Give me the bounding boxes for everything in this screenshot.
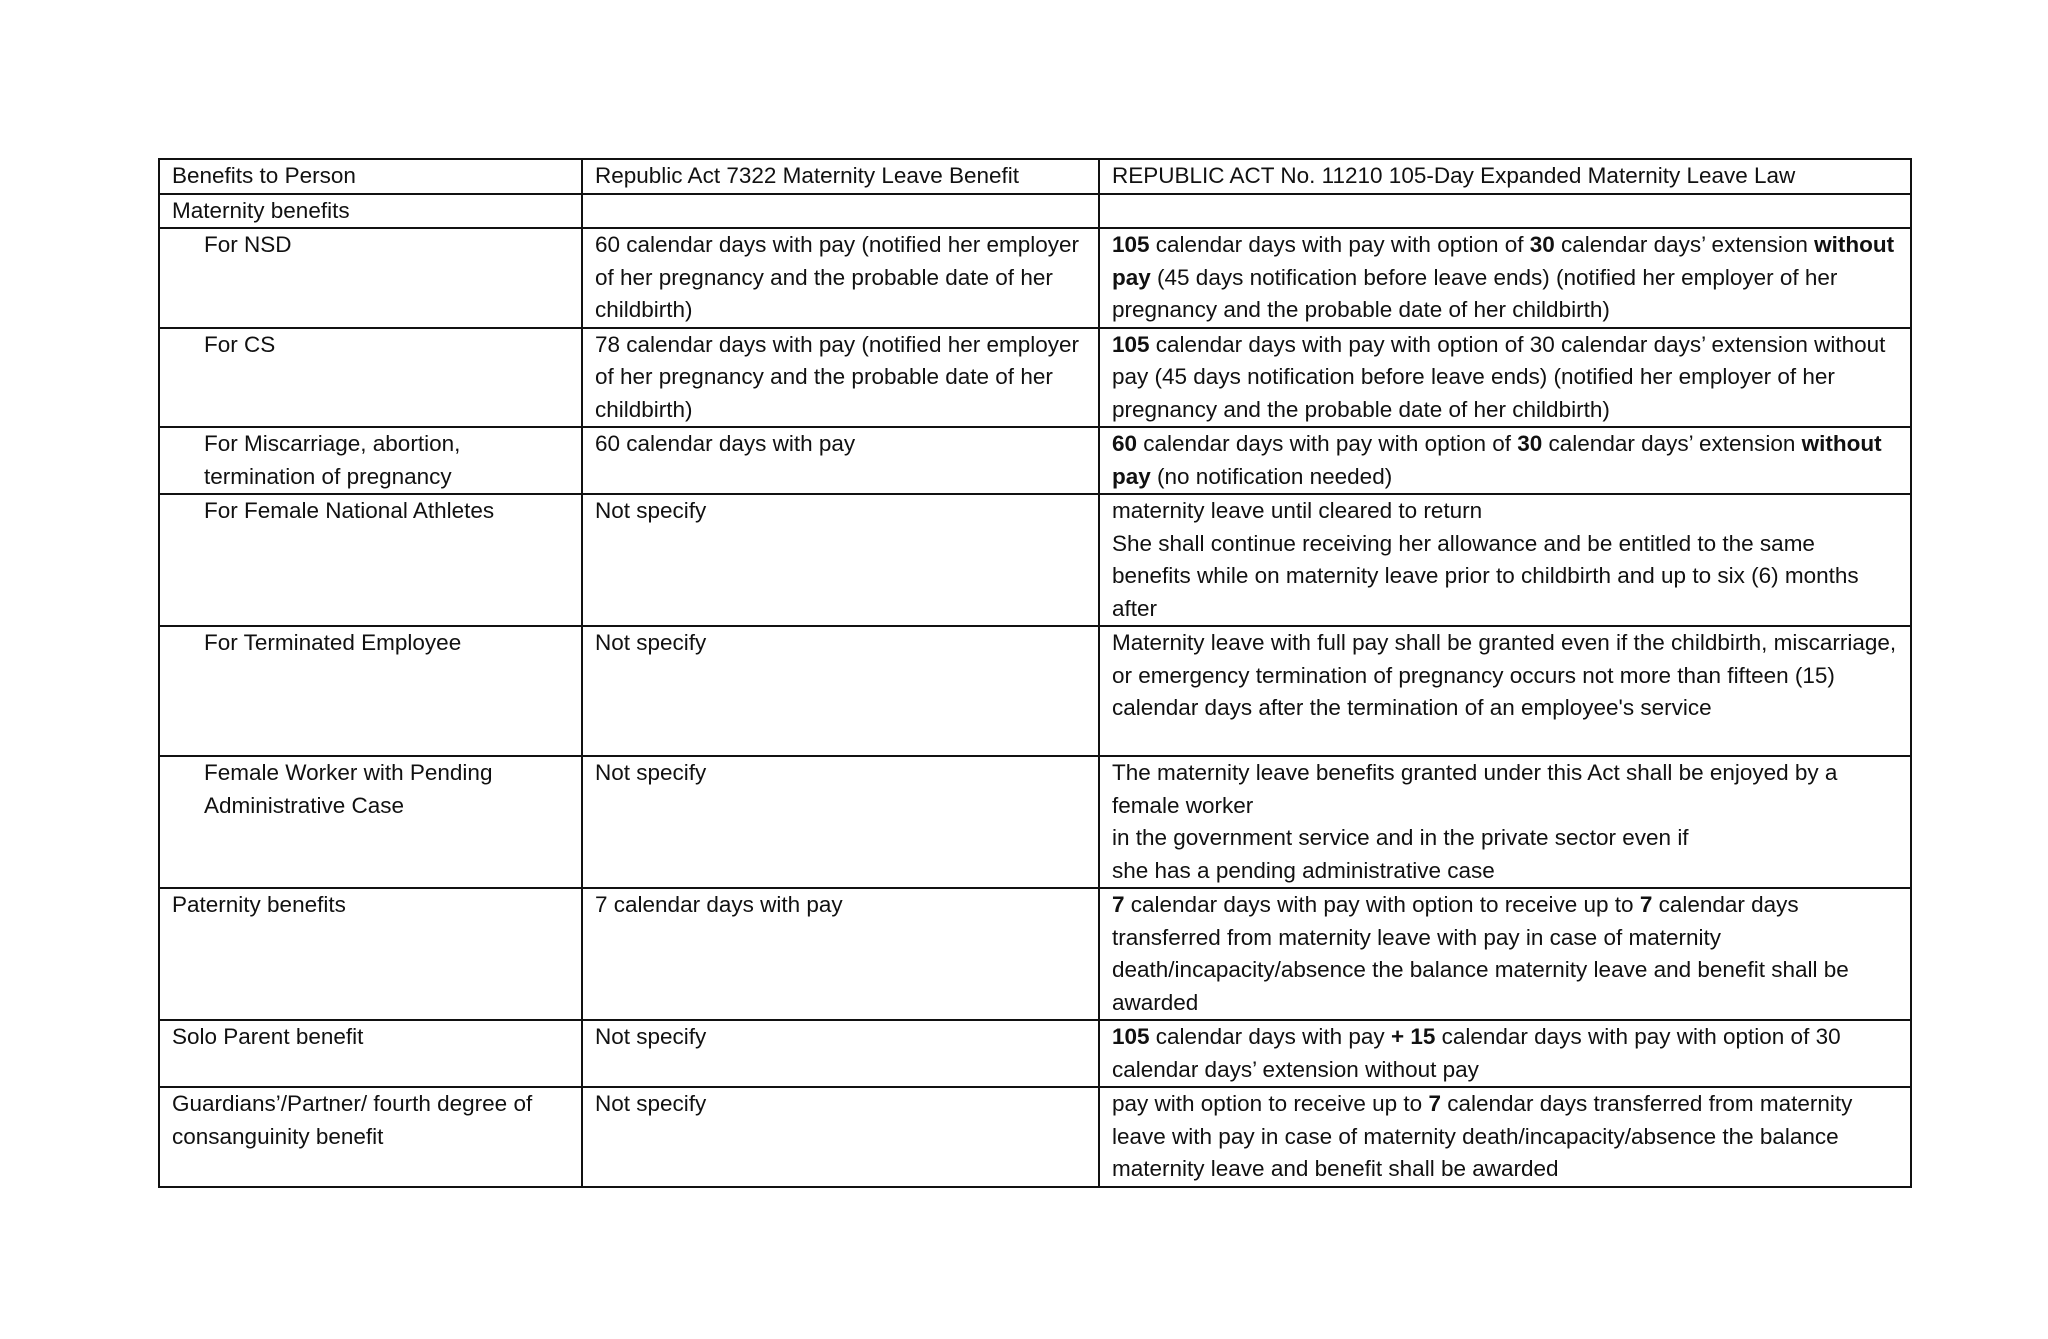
bold-text: 7 [1639, 892, 1653, 917]
benefit-cell: Female Worker with Pending Administrative Case [159, 756, 582, 888]
benefit-cell: For Miscarriage, abortion, termination of pregnancy [159, 427, 582, 494]
ra7322-cell: 60 calendar days with pay [582, 427, 1099, 494]
ra11210-cell: maternity leave until cleared to return She shall continue receiving her allowance and be entitled to the same benefits while on maternity leave prior to childbirth and up to six (6) months after [1099, 494, 1911, 626]
ra11210-cell [1099, 888, 1911, 1020]
ra11210-cell [1099, 427, 1911, 494]
empty-cell [1099, 194, 1911, 229]
benefit-cell: For Female National Athletes [159, 494, 582, 626]
benefit-cell: Guardians’/Partner/ fourth degree of consanguinity benefit [159, 1087, 582, 1187]
section-row-maternity [159, 194, 1911, 229]
bold-text: 105 [1112, 331, 1150, 357]
section-label: Maternity benefits [159, 194, 582, 229]
bold-text: 7 [1428, 1091, 1441, 1116]
ra7322-cell: 78 calendar days with pay (notified her employer of her pregnancy and the probable date of her childbirth) [582, 328, 1099, 428]
benefit-cell: For Terminated Employee [159, 626, 582, 756]
table-row [159, 328, 1911, 428]
bold-text: without pay [1112, 232, 1895, 290]
text-span: (no notification needed) [1150, 463, 1393, 489]
text-span: calendar days’ extension [1554, 232, 1815, 257]
bold-text: 30 [1517, 431, 1543, 456]
ra7322-cell: 60 calendar days with pay (notified her employer of her pregnancy and the probable date of her childbirth) [582, 228, 1099, 328]
text-span: calendar days’ extension [1542, 431, 1802, 456]
text-span: calendar days with pay [1149, 1024, 1391, 1049]
ra7322-cell: Not specify [582, 756, 1099, 888]
ra11210-cell [1099, 328, 1911, 428]
bold-text: 7 [1112, 892, 1125, 917]
ra11210-cell: Maternity leave with full pay shall be granted even if the childbirth, miscarriage, or emergency termination of pregnancy occurs not more than fifteen (15) calendar days after the termination of an employee's service [1099, 626, 1911, 756]
ra7322-cell: Not specify [582, 626, 1099, 756]
table-row [159, 756, 1911, 888]
comparison-table [158, 158, 1912, 1188]
text-span: calendar days with pay with option to receive up to [1124, 892, 1640, 917]
table-row [159, 427, 1911, 494]
benefit-cell: Paternity benefits [159, 888, 582, 1020]
ra11210-cell [1099, 1087, 1911, 1187]
ra7322-cell: Not specify [582, 1020, 1099, 1087]
benefit-cell: For NSD [159, 228, 582, 328]
ra7322-cell: 7 calendar days with pay [582, 888, 1099, 1020]
header-ra11210: REPUBLIC ACT No. 11210 105-Day Expanded Maternity Leave Law [1099, 159, 1911, 194]
header-ra7322: Republic Act 7322 Maternity Leave Benefit [582, 159, 1099, 194]
ra7322-cell: Not specify [582, 1087, 1099, 1187]
text-span: (45 days notification before leave ends) (notified her employer of her pregnancy and the probable date of her childbirth) [1112, 264, 1838, 322]
bold-text: 105 [1112, 232, 1150, 257]
text-span: calendar days transferred from maternity leave with pay in case of maternity death/incapacity/absence the balance maternity leave and benefit shall be awarded [1112, 892, 1849, 1015]
text-span: calendar days transferred from maternity leave with pay in case of maternity death/incapacity/absence the balance maternity leave and benefit shall be awarded [1112, 1091, 1853, 1181]
header-benefits: Benefits to Person [159, 159, 582, 194]
table-row [159, 1020, 1911, 1087]
bold-text: 105 [1112, 1024, 1150, 1049]
table-row [159, 626, 1911, 756]
bold-text: 30 [1529, 232, 1555, 257]
ra11210-cell [1099, 1020, 1911, 1087]
table-row [159, 494, 1911, 626]
bold-text: without pay [1112, 431, 1882, 489]
table-row [159, 1087, 1911, 1187]
header-row [159, 159, 1911, 194]
ra11210-cell: The maternity leave benefits granted under this Act shall be enjoyed by a female worker in the government service and in the private sector even if she has a pending administrative case [1099, 756, 1911, 888]
text-span: calendar days with pay with option of [1149, 232, 1530, 257]
table-row [159, 888, 1911, 1020]
benefit-cell: Solo Parent benefit [159, 1020, 582, 1087]
text-span: pay with option to receive up to [1112, 1091, 1429, 1116]
text-span: calendar days with pay with option of 30 calendar days’ extension without pay [1112, 1024, 1841, 1082]
benefit-cell: For CS [159, 328, 582, 428]
ra7322-cell: Not specify [582, 494, 1099, 626]
text-span: calendar days with pay with option of 30 calendar days’ extension without pay (45 days notification before leave ends) (notified her employer of her pregnancy and the probable date of her childbirth) [1112, 331, 1886, 422]
text-span: calendar days with pay with option of [1137, 431, 1518, 456]
empty-cell [582, 194, 1099, 229]
table-row [159, 228, 1911, 328]
bold-text: 60 [1112, 431, 1138, 456]
ra11210-cell [1099, 228, 1911, 328]
bold-text: + 15 [1390, 1024, 1436, 1049]
